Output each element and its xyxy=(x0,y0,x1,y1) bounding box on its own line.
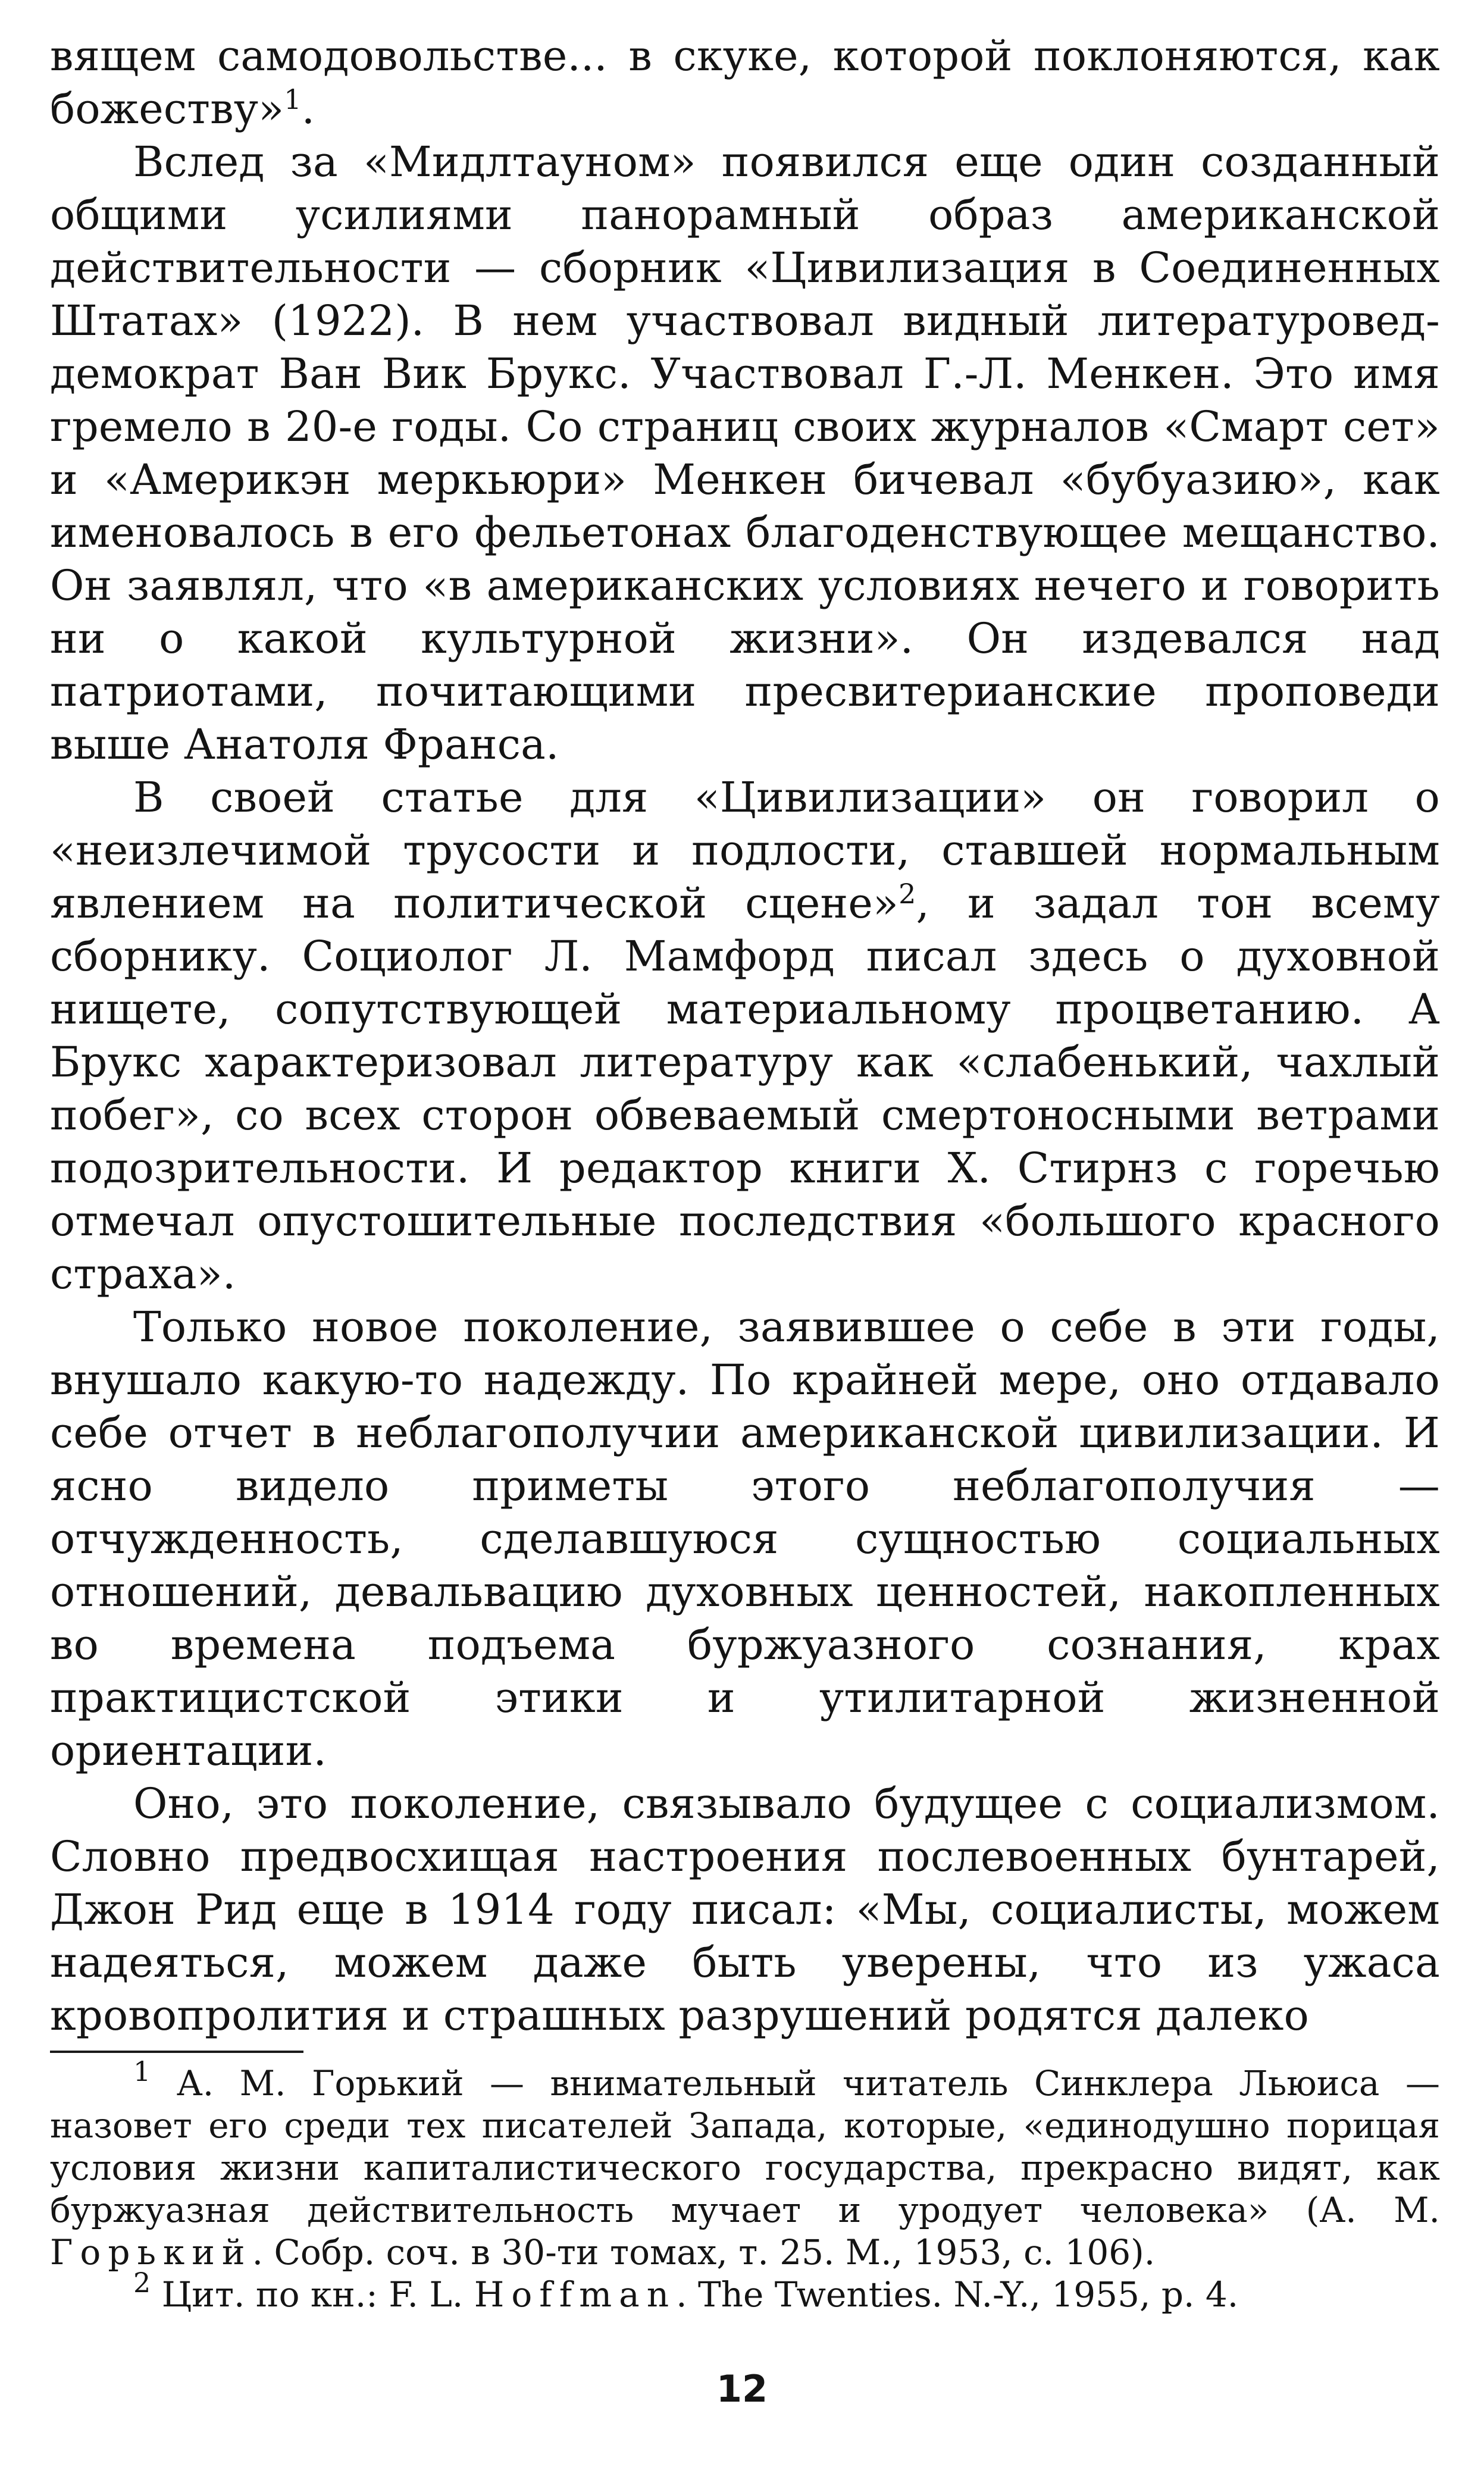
page-number: 12 xyxy=(716,2367,768,2411)
footnote-1-text-a: А. М. Горький — внимательный читатель Синклера Льюиса — назовет его среди тех писателей Запада, которые, «единодушно порицая условия жизни капиталистического государства, прекрасно видят, как буржуазная действительность мучает и уродует человека» (А. М. xyxy=(50,2063,1440,2230)
footnote-1-text-b: . Собр. соч. в 30-ти томах, т. 25. М., 1953, с. 106). xyxy=(252,2232,1156,2273)
footnote-2-text-a: Цит. по кн.: F. L. xyxy=(161,2274,464,2315)
paragraph-1 xyxy=(50,30,1440,136)
paragraph-1-end: . xyxy=(301,84,315,133)
paragraph-3 xyxy=(50,771,1440,1301)
paragraph-3-text-a: В своей статье для «Цивилизации» он говорил о «неизлечимой трусости и подлости, ставшей нормальным явлением на политической сцене» xyxy=(50,773,1440,928)
footnote-2-text-b: . The Twenties. N.-Y., 1955, p. 4. xyxy=(676,2274,1239,2315)
footnote-2 xyxy=(50,2267,1440,2316)
footnote-2-mark: 2 xyxy=(133,2267,151,2299)
footnote-ref-2: 2 xyxy=(898,878,916,910)
main-text xyxy=(50,30,1440,2042)
page-body xyxy=(50,30,1440,2042)
footnote-divider xyxy=(50,2051,303,2053)
paragraph-3-text-b: , и задал тон всему сборнику. Социолог Л. Мамфорд писал здесь о духовной нищете, сопутствующей материальному процветанию. А Брукс характеризовал литературу как «слабенький, чахлый побег», со всех сторон обвеваемый смертоносными ветрами подозрительности. И редактор книги Х. Стирнз с горечью отмечал опустошительные последствия «большого красного страха». xyxy=(50,879,1440,1298)
footnote-1-author: Горький xyxy=(50,2232,252,2273)
footnote-1 xyxy=(50,2055,1440,2274)
paragraph-2: Вслед за «Мидлтауном» появился еще один созданный общими усилиями панорамный образ американской действительности — сборник «Цивилизация в Соединенных Штатах» (1922). В нем участвовал видный литературовед-демократ Ван Вик Брукс. Участвовал Г.-Л. Менкен. Это имя гремело в 20-е годы. Со страниц своих журналов «Смарт сет» и «Америкэн меркьюри» Менкен бичевал «бубуазию», как именовалось в его фельетонах благоденствующее мещанство. Он заявлял, что «в американских условиях нечего и говорить ни о какой культурной жизни». Он издевался над патриотами, почитающими пресвитерианские проповеди выше Анатоля Франса. xyxy=(50,137,1440,769)
paragraph-4: Только новое поколение, заявившее о себе в эти годы, внушало какую-то надежду. По крайней мере, оно отдавало себе отчет в неблагополучии американской цивилизации. И ясно видело приметы этого неблагополучия — отчужденность, сделавшуюся сущностью социальных отношений, девальвацию духовных ценностей, накопленных во времена подъема буржуазного сознания, крах практицистской этики и утилитарной жизненной ориентации. xyxy=(50,1303,1440,1775)
footnote-ref-1: 1 xyxy=(284,83,302,115)
footnote-2-author: Hoffman xyxy=(474,2274,677,2315)
paragraph-5: Оно, это поколение, связывало будущее с социализмом. Словно предвосхищая настроения послевоенных бунтарей, Джон Рид еще в 1914 году писал: «Мы, социалисты, можем надеяться, можем даже быть уверены, что из ужаса кровопролития и страшных разрушений родятся далеко xyxy=(50,1779,1440,2040)
footnotes xyxy=(50,2055,1440,2316)
paragraph-1-text: вящем самодовольстве... в скуке, которой поклоняются, как божеству» xyxy=(50,32,1440,133)
footnote-1-mark: 1 xyxy=(133,2055,151,2087)
